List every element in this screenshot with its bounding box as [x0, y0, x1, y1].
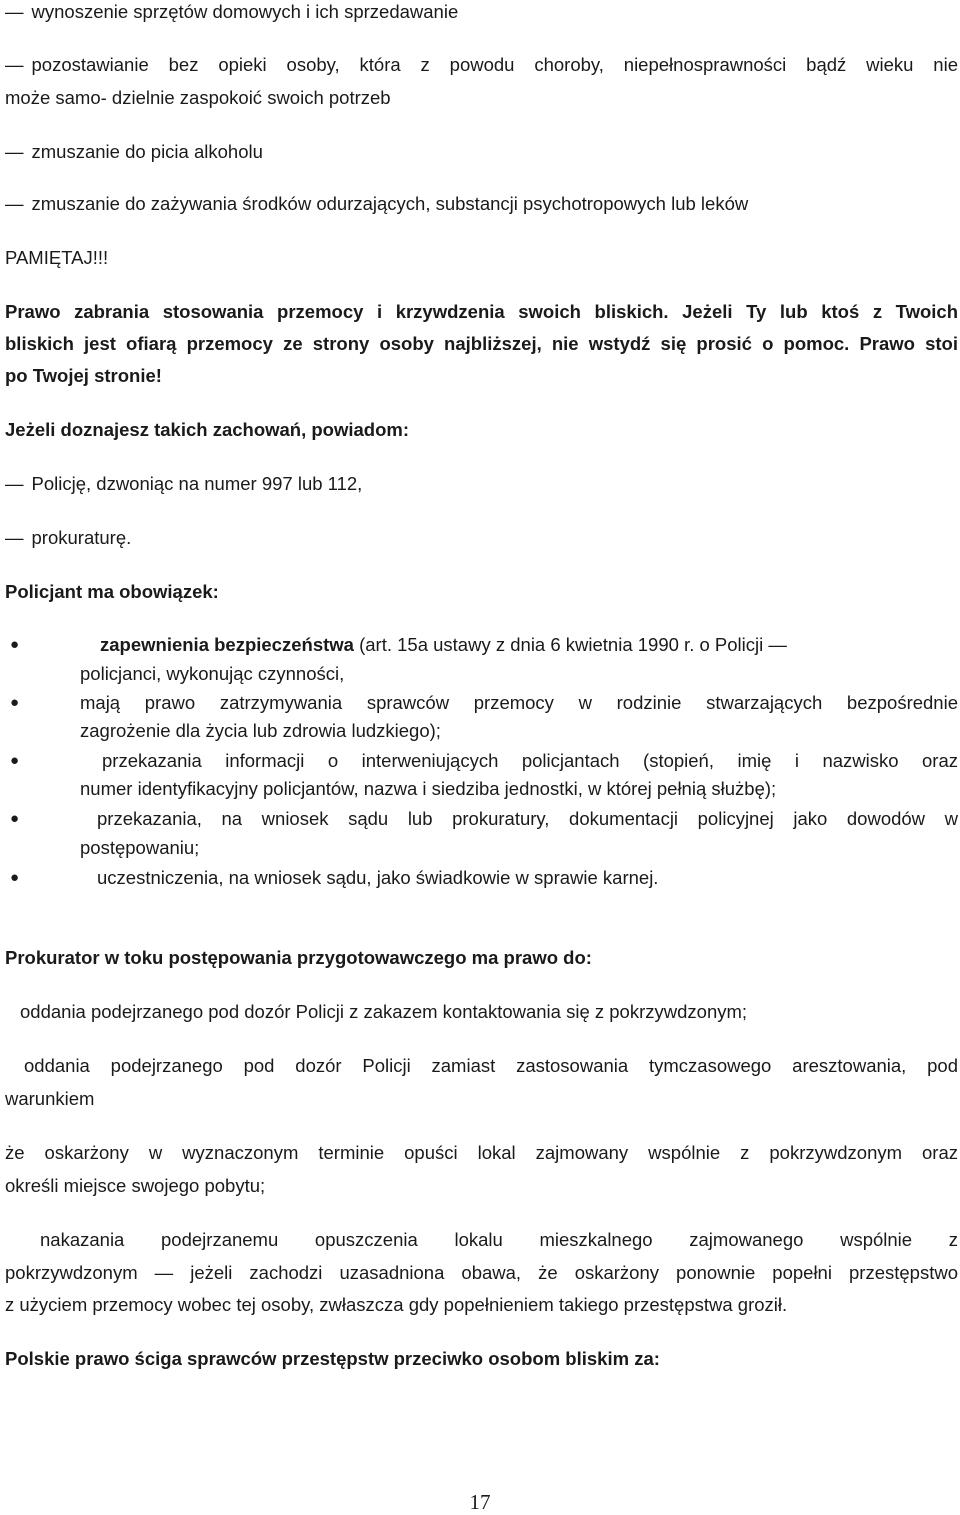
list-item [5, 53, 958, 77]
police-heading: Policjant ma obowiązek: [5, 581, 219, 602]
duty-continuation: numer identyfikacyjny policjantów, nazwa i siedziba jednostki, w której pełnią służbę); [80, 778, 777, 799]
final-heading: Polskie prawo ściga sprawców przestępstw przeciwko osobom bliskim za: [5, 1348, 660, 1369]
prosecutor-item: że oskarżony w wyznaczonym terminie opuści lokal zajmowany wspólnie z pokrzywdzonym oraz [5, 1142, 958, 1163]
duty-item: przekazania, na wniosek sądu lub prokuratury, dokumentacji policyjnej jako dowodów w [97, 808, 958, 829]
prosecutor-item: oddania podejrzanego pod dozór Policji z zakazem kontaktowania się z pokrzywdzonym; [20, 1001, 748, 1022]
duty-item: uczestniczenia, na wniosek sądu, jako świadkowie w sprawie karnej. [97, 867, 659, 888]
list-item-text: zmuszanie do zażywania środków odurzających, substancji psychotropowych lub leków [31, 193, 749, 214]
bullet-icon: ● [10, 636, 20, 653]
law-paragraph-line: po Twojej stronie! [5, 365, 162, 386]
bullet-icon: ● [10, 869, 20, 886]
duty-continuation: zagrożenie dla życia lub zdrowia ludzkiego); [80, 720, 441, 741]
prosecutor-item-continuation: z użyciem przemocy wobec tej osoby, zwłaszcza gdy popełnieniem takiego przestępstwa groził. [5, 1294, 788, 1315]
law-paragraph-line: Prawo zabrania stosowania przemocy i krzywdzenia swoich bliskich. Jeżeli Ty lub ktoś z Twoich [5, 301, 958, 322]
prosecutor-item-continuation: pokrzywdzonym — jeżeli zachodzi uzasadniona obawa, że oskarżony ponownie popełni przestępstwo [5, 1262, 958, 1283]
bullet-icon: ● [10, 810, 20, 827]
prosecutor-item-continuation: określi miejsce swojego pobytu; [5, 1175, 266, 1196]
duty-continuation: policjanci, wykonując czynności, [80, 663, 345, 684]
list-item [5, 0, 958, 24]
duty-text: (art. 15a ustawy z dnia 6 kwietnia 1990 r. o Policji — [353, 634, 787, 655]
list-item-text: zmuszanie do picia alkoholu [31, 141, 263, 162]
duty-item: mają prawo zatrzymywania sprawców przemocy w rodzinie stwarzających bezpośrednie [80, 692, 958, 713]
prosecutor-item: nakazania podejrzanemu opuszczenia lokalu mieszkalnego zajmowanego wspólnie z [40, 1229, 958, 1250]
list-item-continuation: może samo- dzielnie zaspokoić swoich potrzeb [5, 87, 391, 108]
notify-item [5, 526, 958, 550]
bullet-icon: ● [10, 694, 20, 711]
prosecutor-item: oddania podejrzanego pod dozór Policji zamiast zastosowania tymczasowego aresztowania, pod [24, 1055, 958, 1076]
duty-item [100, 633, 958, 657]
page-number: 17 [469, 1490, 491, 1514]
remember-heading: PAMIĘTAJ!!! [5, 247, 109, 268]
list-item-text: wynoszenie sprzętów domowych i ich sprzedawanie [31, 1, 459, 22]
duty-bold-text: zapewnienia bezpieczeństwa [100, 634, 354, 655]
notify-heading: Jeżeli doznajesz takich zachowań, powiadom: [5, 419, 410, 440]
duty-continuation: postępowaniu; [80, 837, 200, 858]
duty-item: przekazania informacji o interweniujących policjantach (stopień, imię i nazwisko oraz [102, 750, 958, 771]
list-item [5, 140, 958, 164]
notify-item-text: prokuraturę. [31, 527, 132, 548]
notify-item-text: Policję, dzwoniąc na numer 997 lub 112, [31, 473, 363, 494]
prosecutor-item-continuation: warunkiem [5, 1088, 95, 1109]
law-paragraph-line: bliskich jest ofiarą przemocy ze strony osoby najbliższej, nie wstydź się prosić o pomoc. Prawo stoi [5, 333, 958, 354]
list-item [5, 192, 958, 216]
notify-item [5, 472, 958, 496]
prosecutor-heading: Prokurator w toku postępowania przygotowawczego ma prawo do: [5, 947, 592, 968]
bullet-icon: ● [10, 752, 20, 769]
list-item-text: pozostawianie bez opieki osoby, która z powodu choroby, niepełnosprawności bądź wieku nie [31, 54, 958, 75]
